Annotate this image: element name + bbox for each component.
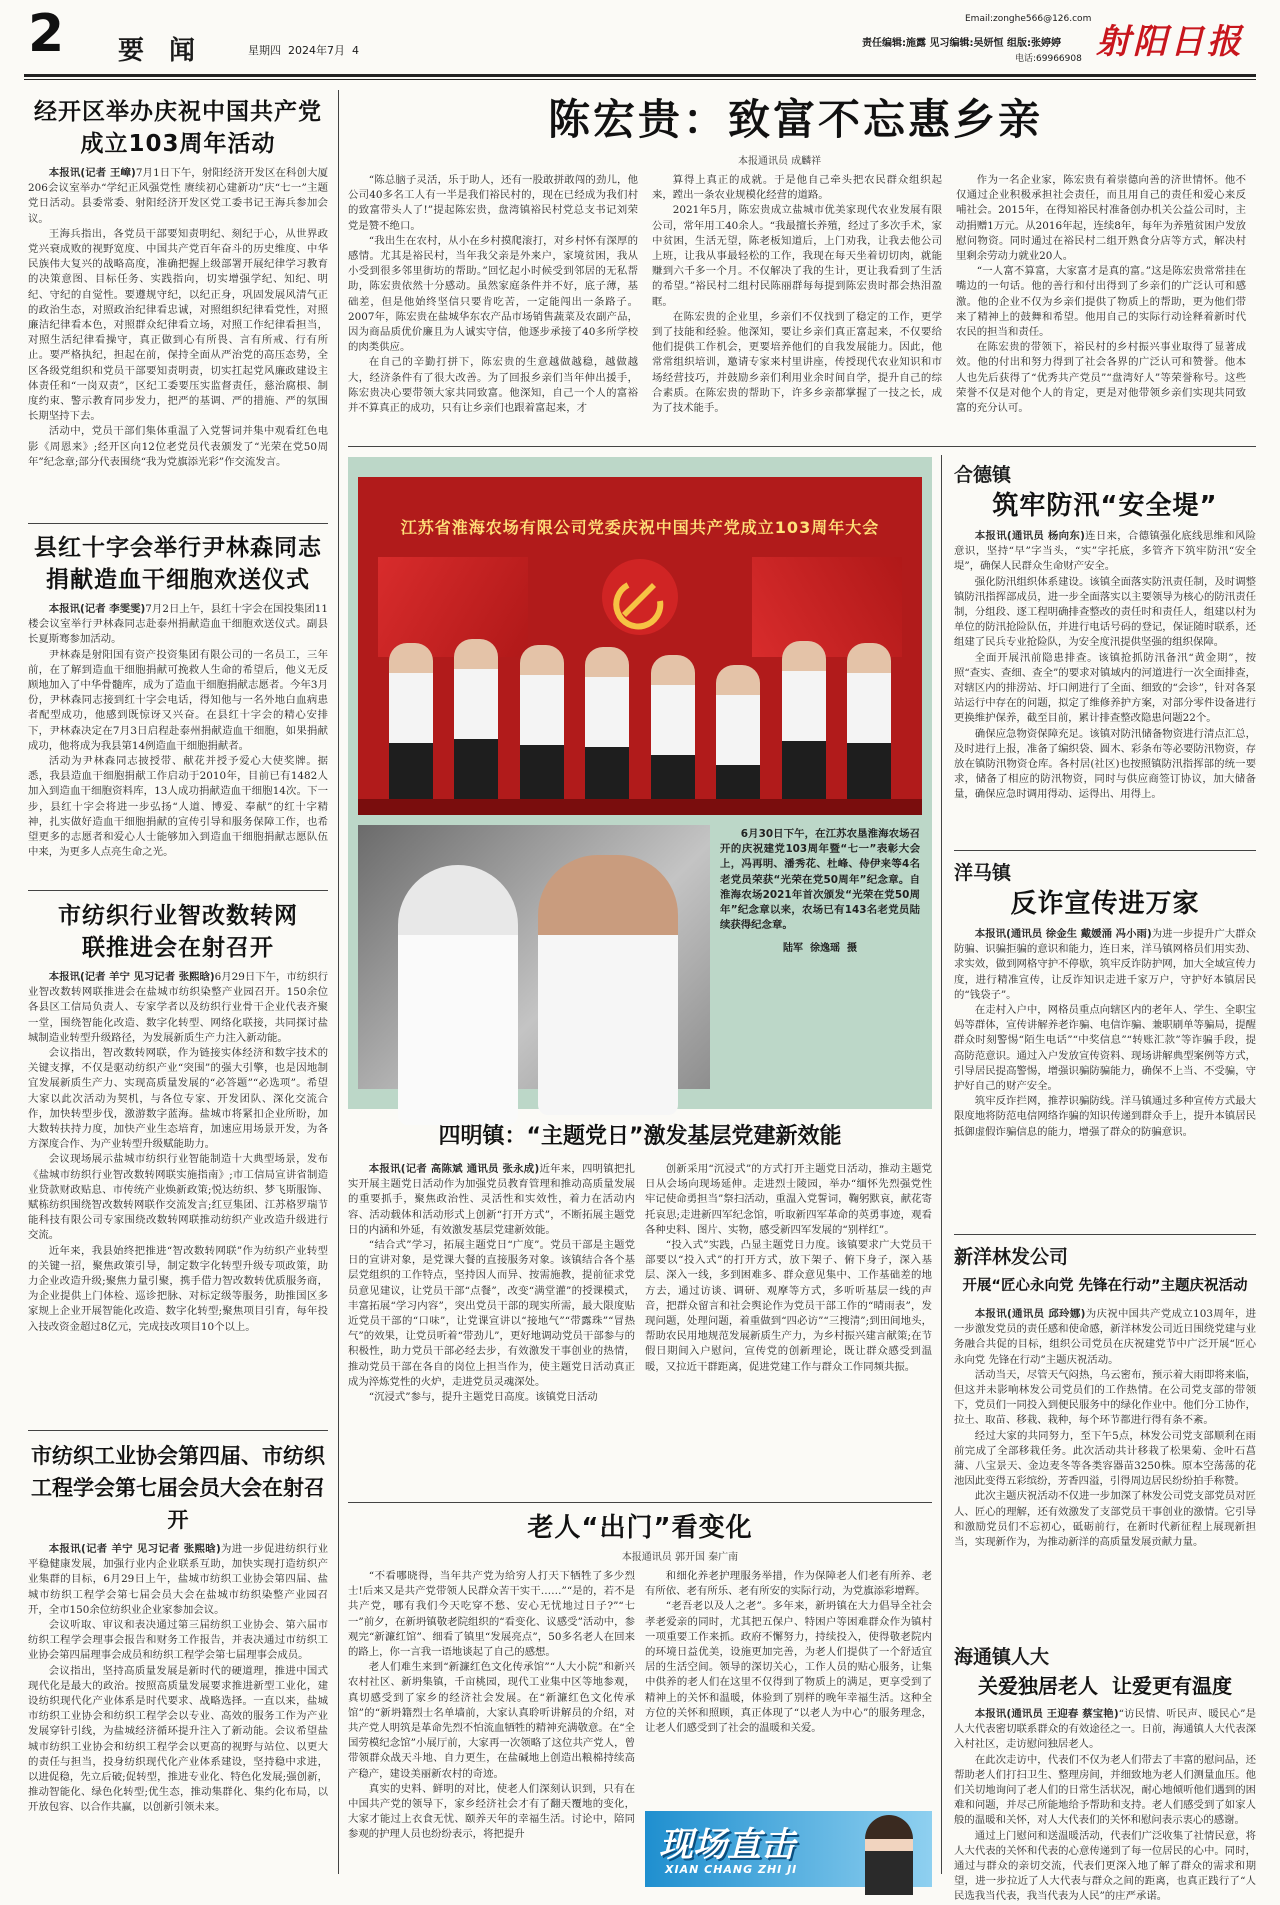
- yangma-headline: 反诈宣传进万家: [1010, 889, 1200, 919]
- masthead-rule-thin: [24, 79, 1256, 80]
- paragraph: 确保应急物资保障充足。该镇对防汛储备物资进行清点汇总，及时进行上报，准备了编织袋、圆木、彩条布等必要防汛物资，存放在镇防汛物资仓库。各村居(社区)也按照镇防汛指挥部的统一要求，储备了相应的防汛物资，同时与供应商签订协议，加大储备量，确保应急时调用得动、运得出、用得上。: [954, 727, 1256, 801]
- paragraph: 算得上真正的成就。于是他自己牵头把农民群众组织起来，蹚出一条农业规模化经营的道路。: [652, 174, 942, 202]
- paragraph: “一人富不算富，大家富才是真的富。”这是陈宏贵常常挂在嘴边的一句话。他的善行和付出得到了乡亲们的广泛认可和感激。他的企业不仅为乡亲们提供了物质上的帮助，更为他们带来了精神上的鼓舞和希望。他用自己的实际行动诠释着新时代农民的担当和责任。: [956, 265, 1246, 339]
- feature-column-1: [348, 173, 638, 455]
- paragraph: 会议指出，智改数转网联，作为链接实体经济和数字技术的关键支撑，不仅是驱动纺织产业“突围”的强大引擎，也是因地制宜发展新质生产力、实现高质量发展的“必答题”“必选项”。希望大家以此次活动为契机，与各位专家、开发团队、深化交流合作，加快转型步伐，激游数字蓝海。盐城市将紧扣企业所盼，加大数转扶持力度，加快产业生态培育，加速应用场景开发，为各方深度合作、为产业转型升级赋能助力。: [28, 1047, 328, 1151]
- haitong-headline: 关爱独居老人 让爱更有温度: [978, 1674, 1232, 1698]
- paragraph: 会议听取、审议和表决通过第三届纺织工业协会、第六届市纺织工程学会理事会报告和财务工作报告，并表决通过市纺织工业协会第四届理事会成员和纺织工程学会第七届理事会成员。: [28, 1619, 328, 1662]
- divider-right: [941, 455, 942, 1874]
- elders-byline: 本报通讯员 郭开国 秦广南: [621, 1552, 739, 1563]
- person-figure: [520, 645, 564, 815]
- people-row: [358, 627, 922, 815]
- article-body: [954, 1707, 1256, 1903]
- feature-column-3: [956, 173, 1246, 455]
- paragraph: 全面开展汛前隐患排查。该镇抢抓防汛备汛“黄金期”，按照“查实、查细、查全”的要求对镇域内的河道进行一次全面排查，对辖区内的排涝站、圩口闸进行了全面、细致的“会诊”，针对各泵站运行中存在的问题，拟定了维修养护方案，对部分零件设备进行更换维护保养，截至目前，累计排查整改隐患问题22个。: [954, 651, 1256, 725]
- kicker: 洋马镇: [954, 862, 1012, 884]
- headline-line-1: 经开区举办庆祝中国共产党: [34, 99, 322, 125]
- divider-h: [28, 1430, 328, 1431]
- phone-line: 电话:69966908: [1015, 54, 1082, 64]
- elder-figure: [398, 865, 518, 1125]
- email-line: Email:zonghe566@126.com: [965, 14, 1092, 24]
- person-figure: [454, 639, 498, 815]
- article-textile-meeting: [28, 900, 328, 1426]
- article-body: [28, 970, 328, 1426]
- paragraph: 创新采用“沉浸式”的方式打开主题党日活动，推动主题党日从会场向现场延伸。走进烈士陵园，举办“缅怀先烈强党性 牢记使命勇担当”祭扫活动，重温入党誓词，鞠躬默哀，献花寄托哀思;走进新四军纪念馆，听取新四军革命的英勇事迹，观看各种史料、图片、实物，感受新四军发展的“别样红”。: [645, 1163, 932, 1236]
- photo-caption: [720, 827, 920, 954]
- paragraph: 经过大家的共同努力，至下午5点，林发公司党支部顺利在雨前完成了全部移栽任务。此次活动共计移栽了松果菊、金叶石菖蒲、八宝景天、金边麦冬等各类容器苗3250株。原本空荡荡的花池因此变得五彩缤纷，芳香四溢，引得周边居民纷纷拍手称赞。: [954, 1429, 1256, 1488]
- paper-logo: 射阳日报: [1096, 22, 1244, 62]
- elders-column-2: [645, 1569, 932, 1805]
- paragraph: 通过上门慰问和送温暖活动，代表们广泛收集了社情民意，将人大代表的关怀和代表的心意传递到了每一位居民的心中。同时，通过与群众的亲切交流，代表们更深入地了解了群众的需求和期望，进一步拉近了人大代表与群众之间的距离，也真正践行了“人民选我当代表，我当代表为人民”的庄严承诺。: [954, 1829, 1256, 1903]
- paragraph: 真实的史料、鲜明的对比，使老人们深刻认识到，只有在中国共产党的领导下，家乡经济社会才有了翻天覆地的变化，大家才能过上衣食无忧、颐养天年的幸福生活。讨论中，陪同参观的护理人员也纷纷表示，将把提升: [348, 1782, 635, 1841]
- article-redcross: [28, 532, 328, 878]
- paragraph: 筑牢反诈拦网，推荐识骗防线。洋马镇通过多种宣传方式最大限度地将防范电信网络诈骗的知识传递到群众手上，提升本镇居民抵御虚假诈骗信息的能力，增强了群众的防骗意识。: [954, 1095, 1256, 1138]
- person-figure: [389, 643, 433, 815]
- article-body: [28, 1542, 328, 1904]
- paragraph: 为庆祝中国共产党成立103周年，进一步激发党员的责任感和使命感，新洋林发公司近日围绕党建与业务融合共促的目标，组织公司党员在庆祝建党节中广泛开展“匠心永向党 先锋在行动”主题庆祝活动。: [954, 1308, 1256, 1366]
- article-lead: 本报讯(记者 高陈斌 通讯员 张永成): [368, 1163, 540, 1175]
- siming-column-2: [645, 1162, 932, 1508]
- paragraph: 活动为尹林森同志披授带、献花并授予爱心大使奖牌。据悉，我县造血干细胞捐献工作启动于2010年，目前已有1482人加入到造血干细胞资料库，13人成功捐献造血干细胞14次。下一步，县红十字会将进一步弘扬“人道、博爱、奉献”的红十字精神，扎实做好造血干细胞捐献的宣传引导和服务保障工作，也希望更多的志愿者和爱心人士能够加入到造血干细胞捐献志愿队伍中来，为更多人点亮生命之光。: [28, 755, 328, 859]
- article-lead: 本报讯(通讯员 徐金生 戴媛涌 冯小雨): [974, 928, 1152, 940]
- article-body: [954, 1307, 1256, 1633]
- article-hede: [954, 460, 1256, 849]
- headline-line-1: 县红十字会举行尹林森同志: [34, 535, 322, 561]
- paragraph: 在走村入户中，网格员重点向辖区内的老年人、学生、全职宝妈等群体，宣传讲解养老诈骗、电信诈骗、兼职刷单等骗局，提醒群众时刻警惕“陌生电话”“中奖信息”“转账汇款”等诈骗手段，提高防范意识。通过入户发放宣传资料、现场讲解典型案例等方式，引导居民提高警惕，增强识骗防骗能力，确保不上当、不受骗，守护好自己的财产安全。: [954, 1004, 1256, 1093]
- person-figure: [782, 641, 826, 815]
- paragraph: 2021年5月，陈宏贵成立盐城市优美家现代农业发展有限公司，常年用工40余人。“我最擅长养殖，经过了多次手术，家中贫困，生活无望，陈老板知道后，上门劝我，让我去他公司上班，让我从事最轻松的工作，我现在每天坐着切切肉，就能赚到六千多一个月。不仅解决了我的生计，更让我看到了生活的希望。”裕民村二组村民陈丽群每每提到陈宏贵时都会热泪盈眶。: [652, 204, 942, 308]
- headline-line-2: 捐献造血干细胞欢送仪式: [46, 567, 310, 593]
- paragraph: 活动当天，尽管天气闷热，乌云密布，预示着大雨即将来临，但这并未影响林发公司党员们的工作热情。在公司党支部的带领下，党员们一同投入到便民服务中的绿化作业中。他们分工协作，拉土、取苗、移栽、栽种，每个环节都进行得有条不紊。: [954, 1368, 1256, 1427]
- person-figure: [716, 665, 760, 815]
- reporter-figure: [865, 1815, 913, 1895]
- photo-block: [348, 457, 932, 1109]
- section-name: 要 闻: [118, 36, 204, 66]
- headline-line-2: 联推进会在射召开: [82, 935, 274, 961]
- headline-line-2: 工程学会第七届会员大会在射召开: [31, 1476, 325, 1532]
- divider-h: [28, 523, 328, 524]
- article-lead: 本报讯(记者 李雯雯): [48, 603, 146, 615]
- stage-floor: [358, 799, 922, 815]
- masthead: [0, 0, 1280, 74]
- article-yangma: [954, 858, 1256, 1231]
- article-lead: 本报讯(通讯员 邱玲娜): [974, 1308, 1086, 1320]
- paragraph: “沉浸式”参与，提升主题党日高度。该镇党日活动: [368, 1391, 598, 1404]
- article-linfa: [954, 1242, 1256, 1633]
- hede-headline: 筑牢防汛“安全堤”: [992, 491, 1218, 521]
- divider-h: [348, 1502, 932, 1503]
- paragraph: 近年来，我县始终把推进“智改数转网联”作为纺织产业转型的关键一招，聚焦政策引导，制定数字化转型升级专项政策，助力企业改造升级;聚焦力量引聚，携手借力智改数转优质服务商，为企业提供上门体检、巡诊把脉、对标定级等服务，助推国区多家规上企业开展智能化改造、数字化转型;聚焦项目引育，每年投入技改资金超过8亿元，完成技改项目10个以上。: [28, 1244, 328, 1333]
- divider-h: [28, 890, 328, 891]
- photo-badge-pinning: [358, 825, 710, 1089]
- article-lead: 本报讯(记者 羊宁 见习记者 张熙晗): [48, 1543, 221, 1555]
- siming-column-1: [348, 1162, 635, 1508]
- paragraph: 会议指出，坚持高质量发展是新时代的硬道理，推进中国式现代化是最大的政治。按照高质量发展要求推进新型工业化，建设纺织现代化产业体系是时代要求、战略选择。一直以来，盐城市纺织工业协会和纺织工程学会以专业、高效的服务工作为产业发展穿针引线，为盐城经济循环提升注入了新动能。会议希望盐城市纺织工业协会和纺织工程学会以更高的视野与站位、以更大的责任与担当，投身纺织现代化产业体系建设，坚持稳中求进，以进促稳，先立后破;促转型，推进专业化、特色化发展;强创新，推动智能化、绿色化转型;优生态，推动集群化、集约化布局，以开放包容、以合作共赢，以创新引领未来。: [28, 1664, 328, 1814]
- paragraph: “访民情、听民声、暖民心”是人大代表密切联系群众的有效途径之一。日前，海通镇人大代表深入村社区，走访慰问独居老人。: [954, 1708, 1257, 1751]
- person-figure: [651, 655, 695, 815]
- kicker: 新洋林发公司: [954, 1246, 1069, 1268]
- headline-line-2: 成立103周年活动: [80, 131, 276, 157]
- page-number: 2: [28, 4, 65, 64]
- article-chen-honggui: [348, 92, 1256, 455]
- paragraph: 在自己的辛勤打拼下，陈宏贵的生意越做越稳，越做越大，经济条件有了很大改善。为了回报乡亲们当年伸出援手，陈宏贵决心要带领大家共同致富。他深知，自己一个人的富裕并不算真正的成功，只有让乡亲们也跟着富起来，才: [348, 356, 638, 415]
- paragraph: 尹林森是射阳国有资产投资集团有限公司的一名员工，三年前，在了解到造血干细胞捐献可挽救人生命的希望后，他义无反顾地加入了中华骨髓库，成为了造血干细胞捐献志愿者。今年3月份，尹林森同志接到红十字会电话，得知他与一名外地白血病患者配型成功，他感到既惊讶又兴奋。在县红十字会的精心安排下，尹林森决定在7月3日启程赴泰州捐献造血干细胞，如果捐献成功，他将成为我县第14例造血干细胞捐献者。: [28, 648, 328, 752]
- article-lead: 本报讯(通讯员 王迎春 蔡宝艳): [974, 1708, 1119, 1720]
- feature-column-2: [652, 173, 942, 455]
- paragraph: 会议现场展示盐城市纺织行业智能制造十大典型场景，发布《盐城市纺织行业智改数转网联实施指南》;市工信局宣讲省制造业贷款财政贴息、市传统产业焕新政策;悦达纺织、梦飞斯服饰、赋栋纺织围绕智改数转网联作交流发言;红豆集团、江苏格罗瑞节能科技有限公司专家围绕改数转网联推动纺织产业改造升级进行交流。: [28, 1153, 328, 1242]
- linfa-headline: 开展“匠心永向党 先锋在行动”主题庆祝活动: [962, 1278, 1248, 1294]
- article-kaifaqu: [28, 96, 328, 510]
- feature-byline: 本报通讯员 成麟祥: [738, 156, 822, 167]
- paragraph: 王海兵指出，各党员干部要知责明纪、刻纪于心，从世界政党兴衰成败的视野宽度、中国共产党百年奋斗的历史维度、中华民族伟大复兴的战略高度，准确把握上级部署开展纪律学习教育的决策意图、目标任务、实践指向，切实增强学纪、知纪、明纪、守纪的自觉性。要遵规守纪，以纪正身，巩固发展风清气正的政治生态，对照政治纪律看忠诚，对照组织纪律看党性，对照廉洁纪律看本色，对照群众纪律看立场，对照工作纪律看担当，对照生活纪律看操守，真正做到心有所畏、言有所戒、行有所止。要严格执纪，担起在前，保持全面从严治党的高压态势，全区各级党组织和党员干部要知责明责，切实扛起党风廉政建设主体责任和“一岗双责”，区纪工委要压实监督责任，慈治腐根、制度约束、警示教育同步发力，把严的基调、严的措施、严的氛围长期坚持下去。: [28, 227, 328, 423]
- paragraph: 连日来，合德镇强化底线思维和风险意识，坚持“早”字当头，“实”字托底，多管齐下筑牢防汛“安全堤”，确保人民群众生命财产安全。: [954, 530, 1257, 573]
- paragraph: 和细化养老护理服务举措，作为保障老人们老有所养、老有所依、老有所乐、老有所安的实际行动，为党旗添彩增辉。: [645, 1570, 932, 1598]
- paragraph: 7月2日上午，县红十字会在国投集团11楼会议室举行尹林森同志赴泰州捐献造血干细胞欢送仪式。副县长夏斯骞参加活动。: [28, 603, 328, 646]
- paragraph: 近年来，四明镇把扎实开展主题党日活动作为加强党员教育管理和推动高质量发展的重要抓手，聚焦政治性、灵活性和实效性，着力在活动内容、活动载体和活动形式上创新“打开方式”，不断拓展主题党日的内涵和外延，有效激发基层党建新效能。: [348, 1163, 635, 1236]
- paragraph: “不看哪晓得，当年共产党为给穷人打天下牺牲了多少烈士!后来又是共产党带领人民群众苦干实干……”“是的，若不是共产党，哪有我们今天吃穿不愁、安心无忧地过日子?”“七一”前夕，在新坍镇敬老院组织的“看变化、议感受”活动中，参观完“新濂红馆”、细看了镇里“发展亮点”，50多名老人在回来的路上，你一言我一语地谈起了自己的感想。: [348, 1570, 635, 1659]
- headline-line-1: 市纺织行业智改数转网: [58, 903, 298, 929]
- article-body: [28, 602, 328, 878]
- divider-left: [338, 90, 339, 1874]
- divider-h: [954, 1234, 1256, 1235]
- paragraph: 为进一步提升广大群众防骗、识骗拒骗的意识和能力，连日来，洋马镇网格员们用实劲、求实效，做到网格守护不停歇，筑牢反诈防护网，加大全域宣传力度，进行精准宣传，让反诈知识走进千家万户，守护好本镇居民的“钱袋子”。: [954, 928, 1256, 1001]
- paragraph: “陈总脑子灵活，乐于助人，还有一股敢拼敢闯的劲儿，他公司40多名工人有一半是我们裕民村的，现在已经成为我们村的致富带头人了!”提起陈宏贵，盘湾镇裕民村党总支书记刘荣党是赞不绝口。: [348, 174, 638, 232]
- paragraph: 为进一步促进纺织行业平稳健康发展，加强行业内企业联系互助，加快实现打造纺织产业集群的目标，6月29日上午，盐城市纺织工业协会第四届、盐城市纺织工程学会第七届会员大会在盐城市纺织染整产业园召开，全市150余位纺织业企业家参加会议。: [28, 1543, 328, 1616]
- article-body: [28, 166, 328, 510]
- headline-line-1: 市纺织工业协会第四届、市纺织: [31, 1444, 325, 1468]
- masthead-rule-thick: [24, 74, 1256, 77]
- article-lead: 本报讯(通讯员 杨向东): [974, 530, 1085, 542]
- paragraph: 6月29日下午，市纺织行业智改数转网联推进会在盐城市纺织染整产业园召开。150余位各县区工信局负责人、专家学者以及纺织行业骨干企业代表齐聚一堂，围绕智能化改造、数字化转型、网络化联接，共同探讨盐城制造业转型升级路径，为发展新质生产力注入新动能。: [28, 971, 328, 1044]
- kicker: 合德镇: [954, 464, 1012, 486]
- paragraph: 强化防汛组织体系建设。该镇全面落实防汛责任制，及时调整镇防汛指挥部成员，进一步全面落实以主要领导为核心的防汛责任制，分组段、逐工程明确排查整改的责任时和责任人，组建以村为单位的防汛抢险队伍，并进行电话号码的登记，保证随时联系，还组建了民兵专业抢险队，为安全度汛提供坚强的组织保障。: [954, 575, 1256, 649]
- paragraph: 在陈宏贵的企业里，乡亲们不仅找到了稳定的工作，更学到了技能和经验。他深知，要让乡亲们真正富起来，不仅要给他们提供工作机会，更要培养他们的自我发展能力。因此，他常常组织培训，邀请专家来村里讲座，传授现代农业知识和市场经营技巧，并鼓励乡亲们利用业余时间自学，提升自己的综合素质。在陈宏贵的帮助下，许多乡亲都掌握了一技之长，成为了技术能手。: [652, 310, 942, 415]
- paragraph: 7月1日下午，射阳经济开发区在科创大厦206会议室举办“学纪正风强党性 赓续初心建新功”庆“七一”主题党日活动。县委常委、射阳经济开发区党工委书记王海兵参加会议。: [28, 167, 328, 225]
- photo-ceremony: [358, 477, 922, 815]
- elders-column-1: [348, 1569, 635, 1887]
- paragraph: 老人们难生来到“新濂红色文化传承馆”“人大小院”和新兴农村社区、新坍集镇，千亩桃园，现代工业集中区等地参观，真切感受到了家乡的经济社会发展。在“新濂红色文化传承馆”的“新坍籍烈士名单墙前，大家认真聆听讲解员的介绍，对共产党人明筑是革命先烈不怕流血牺牲的精神充满敬意。在“全国劳模纪念馆”小展厅前，大家再一次领略了这位共产党人，曾带领群众战天斗地、自力更生，在盐碱地上创造出粮棉持续高产稳产，建设美丽新农村的奇迹。: [348, 1661, 635, 1780]
- live-report-banner: [645, 1811, 932, 1887]
- caption-text: 6月30日下午，在江苏农垦淮海农场召开的庆祝建党103周年暨“七一”表彰大会上，冯再明、潘秀花、杜峰、侍伊来等4名老党员荣获“光荣在党50周年”纪念章。自淮海农场2021年首次颁发“光荣在党50周年”纪念章以来，农场已有143名老党员陆续获得纪念章。: [720, 828, 920, 932]
- feature-headline: 陈宏贵：致富不忘惠乡亲: [548, 95, 1044, 144]
- paragraph: 此次主题庆祝活动不仅进一步加深了林发公司党支部党员对匠人、匠心的理解，还有效激发了支部党员干事创业的激情。它引导和激励党员们不忘初心，砥砺前行，在新时代新征程上展现新担当，实现新作为，为推动新洋的高质量发展贡献力量。: [954, 1490, 1256, 1549]
- paragraph: “结合式”学习，拓展主题党日“广度”。党员干部是主题党日的宣讲对象，是党课大餐的直接服务对象。该镇结合各个基层党组织的工作特点，坚持因人而异、按需施教，提前征求党员意见建议，让党员干部“点餐”，改变“满堂灌”的授课模式，丰富拓展“学习内容”，突出党员干部的现实所需，最大限度贴近党员干部的“口味”，让党课宣讲以“接地气”“带露珠”“冒热气”的效果，让党员听着“带劲儿”，更好地调动党员干部参与的积极性，助力党员干部必经去步，有效激发干事创业的热情，推动党员干部在各自的岗位上担当作为，使主题党日活动真正成为淬炼党性的火炉，走进党员灵魂深处。: [348, 1239, 635, 1388]
- article-haitong: [954, 1594, 1256, 1903]
- official-figure: [538, 855, 678, 1115]
- paragraph: “投入式”实践，凸显主题党日力度。该镇要求广大党员干部要以“投入式”的打开方式，放下架子、俯下身子，深入基层、深入一线，多到困难多、群众意见集中、工作基础差的地方去，通过访谈、调研、观摩等方式，多听听基层一线的声音，把群众留言和社会舆论作为党员干部工作的“晴雨表”，发现问题，处理问题，着重做到“四必访”“三搜清”;到田间地头，帮助农民用地规范发展新质生产力，为乡村振兴建言献策;在节假日期间入户慰问，宣传党的创新理论，既让群众感受到温暖，又拉近干群距离，促进党建工作与群众工作同频共振。: [645, 1239, 932, 1373]
- date-line: 星期四 2024年7月 4: [248, 44, 359, 57]
- paragraph: 在陈宏贵的带领下，裕民村的乡村振兴事业取得了显著成效。他的付出和努力得到了社会各界的广泛认可和赞誉。他本人也先后获得了“优秀共产党员”“盘湾好人”等荣誉称号。这些荣誉不仅是对他个人的肯定，更是对他带领乡亲们实现共同致富的充分认可。: [956, 341, 1246, 415]
- live-report-title: 现场直击: [659, 1825, 795, 1865]
- person-figure: [585, 647, 629, 815]
- article-textile-association: [28, 1440, 328, 1904]
- divider-h: [954, 850, 1256, 851]
- kicker: 海通镇人大: [954, 1646, 1050, 1668]
- paragraph: “我出生在农村，从小在乡村摸爬滚打，对乡村怀有深厚的感情。尤其是裕民村，当年我父亲是外来户，家境贫困，我从小受到很多邻里街坊的帮助。”回忆起小时候受到邻居的无私帮助，陈宏贵依然十分感动。虽然家庭条件并不好，底子薄，基础差，但是他始终坚信只要肯吃苦，一定能闯出一条路子。2007年，陈宏贵在盐城华东农产品市场销售蔬菜及农副产品，因为商品质优价廉且为人诚实守信，他逐步承接了40多所学校的肉类供应。: [348, 234, 638, 354]
- paragraph: 在此次走访中，代表们不仅为老人们带去了丰富的慰问品，还帮助老人们打扫卫生、整理房间，并细致地为老人们测量血压。他们关切地询问了老人们的日常生活状况，耐心地倾听他们遇到的困难和问题，并尽己所能地给予帮助和支持。老人们感受到了如家人般的温暖和关怀，对人大代表们的关怀和慰问表示衷心的感谢。: [954, 1753, 1256, 1827]
- paragraph: 活动中，党员干部们集体重温了入党誓词并集中观看红色电影《周恩来》;经开区向12位老党员代表颁发了“光荣在党50周年”纪念章;部分代表围绕“我为党旗添光彩”作交流发言。: [28, 425, 328, 468]
- article-body: [954, 927, 1256, 1231]
- article-elders: [348, 1510, 932, 1887]
- article-body: [954, 529, 1256, 849]
- live-report-pinyin: XIAN CHANG ZHI JI: [665, 1863, 798, 1876]
- paragraph: 作为一名企业家，陈宏贵有着崇德向善的济世情怀。他不仅通过企业积极承担社会责任，而且用自己的责任和爱心来反哺社会。2015年，在得知裕民村准备创办机关公益公司时，主动捐赠1万元。从2016年起，连续8年，每年为养殖贫困户发放慰问物资。同时通过在裕民村二组开熟食分店等方式，解决村里剩余劳动力就业20人。: [956, 174, 1246, 263]
- photo-banner-text: 江苏省淮海农场有限公司党委庆祝中国共产党成立103周年大会: [400, 518, 880, 537]
- photo-credit: 陆军 徐逸瑶 摄: [783, 943, 857, 955]
- editors-line: 责任编辑:施露 见习编辑:吴妍恒 组版:张婷婷: [862, 38, 1061, 49]
- article-lead: 本报讯(记者 羊宁 见习记者 张熙晗): [48, 971, 215, 983]
- divider-h: [348, 446, 1256, 447]
- elders-headline: 老人“出门”看变化: [527, 1513, 753, 1543]
- siming-headline: 四明镇：“主题党日”激发基层党建新效能: [438, 1124, 842, 1149]
- article-siming: [348, 1120, 932, 1508]
- article-lead: 本报讯(记者 王嶂): [48, 167, 136, 179]
- person-figure: [847, 643, 891, 815]
- paragraph: “老吾老以及人之老”。多年来，新坍镇在大力倡导全社会孝老爱亲的同时，尤其把五保户、特困户等困难群众作为镇村一项重要工作来抓。政府不懈努力，持续投入，使得敬老院内的环境日益优美，设施更加完善，为老人们提供了一个舒适宜居的生活空间。领导的深切关心，工作人员的贴心服务，让集中供养的老人们在这里不仅得到了物质上的满足，更享受到了精神上的关怀和温暖，体验到了别样的晚年幸福生活。这种全方位的关怀和照顾，真正体现了“以老人为中心”的服务理念，让老人们感受到了社会的温暖和关爱。: [645, 1600, 932, 1735]
